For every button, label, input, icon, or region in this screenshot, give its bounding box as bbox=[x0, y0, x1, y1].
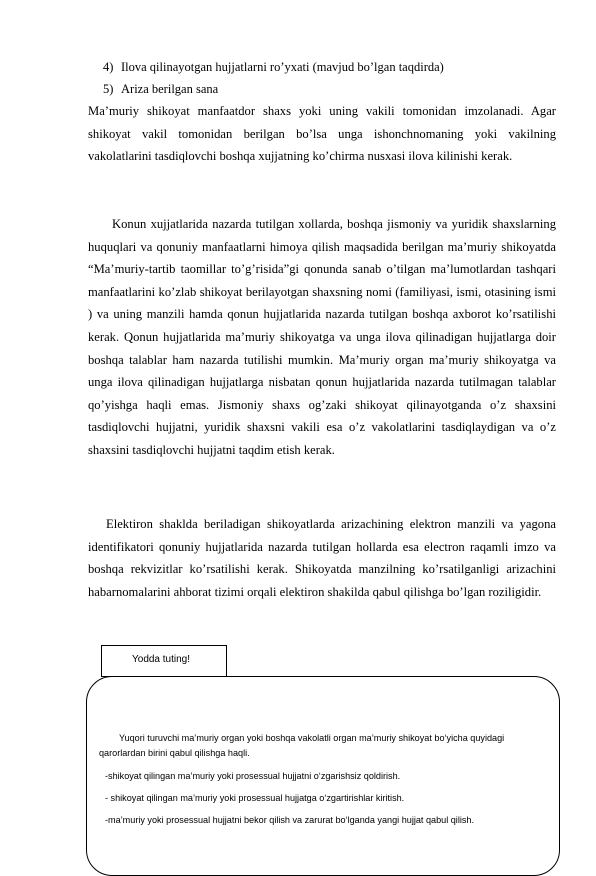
note-box bbox=[86, 676, 560, 876]
note-line: - shikoyat qilingan ma’muriy yoki prosessual hujjatga o‘zgartirishlar kiritish. bbox=[105, 793, 405, 803]
list-item-text: Ilova qilinayotgan hujjatlarni ro’yxati (mavjud bo’lgan taqdirda) bbox=[121, 60, 444, 74]
list-item-text: Ariza berilgan sana bbox=[121, 82, 219, 96]
list-item bbox=[103, 56, 444, 78]
note-content bbox=[99, 731, 539, 828]
list-item bbox=[103, 78, 444, 100]
list-item-number: 4) bbox=[103, 60, 114, 74]
note-line: -shikoyat qilingan ma’muriy yoki prosessual hujjatni o‘zgarishsiz qoldirish. bbox=[105, 771, 401, 781]
requirements-list bbox=[103, 56, 444, 100]
paragraph-signature: Ma’muriy shikoyat manfaatdor shaxs yoki uning vakili tomonidan imzolanadi. Agar shikoyat vakil tomonidan berilgan bo’lsa unga ishonchnomaning yoki vakilning vakolatlarini tasdiqlovchi boshqa xujjatning ko’chirma nusxasi ilova kilinishi kerak. bbox=[88, 104, 556, 164]
note-tab bbox=[101, 645, 227, 677]
note-line: -ma’muriy yoki prosessual hujjatni bekor qilish va zarurat bo‘lganda yangi hujjat qabul qilish. bbox=[105, 815, 474, 825]
note-tab-label: Yodda tuting! bbox=[132, 654, 191, 665]
list-item-number: 5) bbox=[103, 82, 114, 96]
note-line: Yuqori turuvchi ma’muriy organ yoki boshqa vakolatli organ ma’muriy shikoyat bo‘yicha quyidagi qarorlardan birini qabul qilishga haqli. bbox=[99, 733, 505, 758]
paragraph-legal-requirements: Konun xujjatlarida nazarda tutilgan xollarda, boshqa jismoniy va yuridik shaxslarning huquqlari va qonuniy manfaatlarni himoya qilish maqsadida berilgan ma’muriy shikoyatda “Ma’muriy-tartib taomillar to’g’risida”gi qonunda sanab o’tilgan ma’lumotlardan tashqari manfaatlarini ko’zlab shikoyat berilayotgan shaxsning nomi (familiyasi, ismi, otasining ismi ) va uning manzili hamda qonun hujjatlarida nazarda tutilgan boshqa axborot ko’rsatilishi kerak. Qonun hujjatlarida ma’muriy shikoyatga va unga ilova qilinadigan hujjatlarga doir boshqa talablar ham nazarda tutilishi mumkin. Ma’muriy organ ma’muriy shikoyatga va unga ilova qilinadigan hujjatlarga nisbatan qonun hujjatlarida nazarda tutilmagan talablar qo’yishga haqli emas. Jismoniy shaxs og’zaki shikoyat qilinayotganda o’z shaxsini tasdiqlovchi hujjatni, yuridik shaxsni vakili esa o’z vakolatlarini tasdiqlaydigan va o’z shaxsini tasdiqlovchi hujjatni taqdim etish kerak. bbox=[88, 217, 556, 457]
paragraph-electronic-complaints: Elektiron shaklda beriladigan shikoyatlarda arizachining elektron manzili va yagona identifikatori qonuniy hujjatlarida nazarda tutilgan hollarda esa electron raqamli imzo va boshqa rekvizitlar ko’rsatilishi kerak. Shikoyatda manzilning ko’rsatilganligi arizachini habarnomalarini ahborat tizimi orqali elektiron shakilda qabul qilishga bo’lgan roziligidir. bbox=[88, 517, 556, 599]
